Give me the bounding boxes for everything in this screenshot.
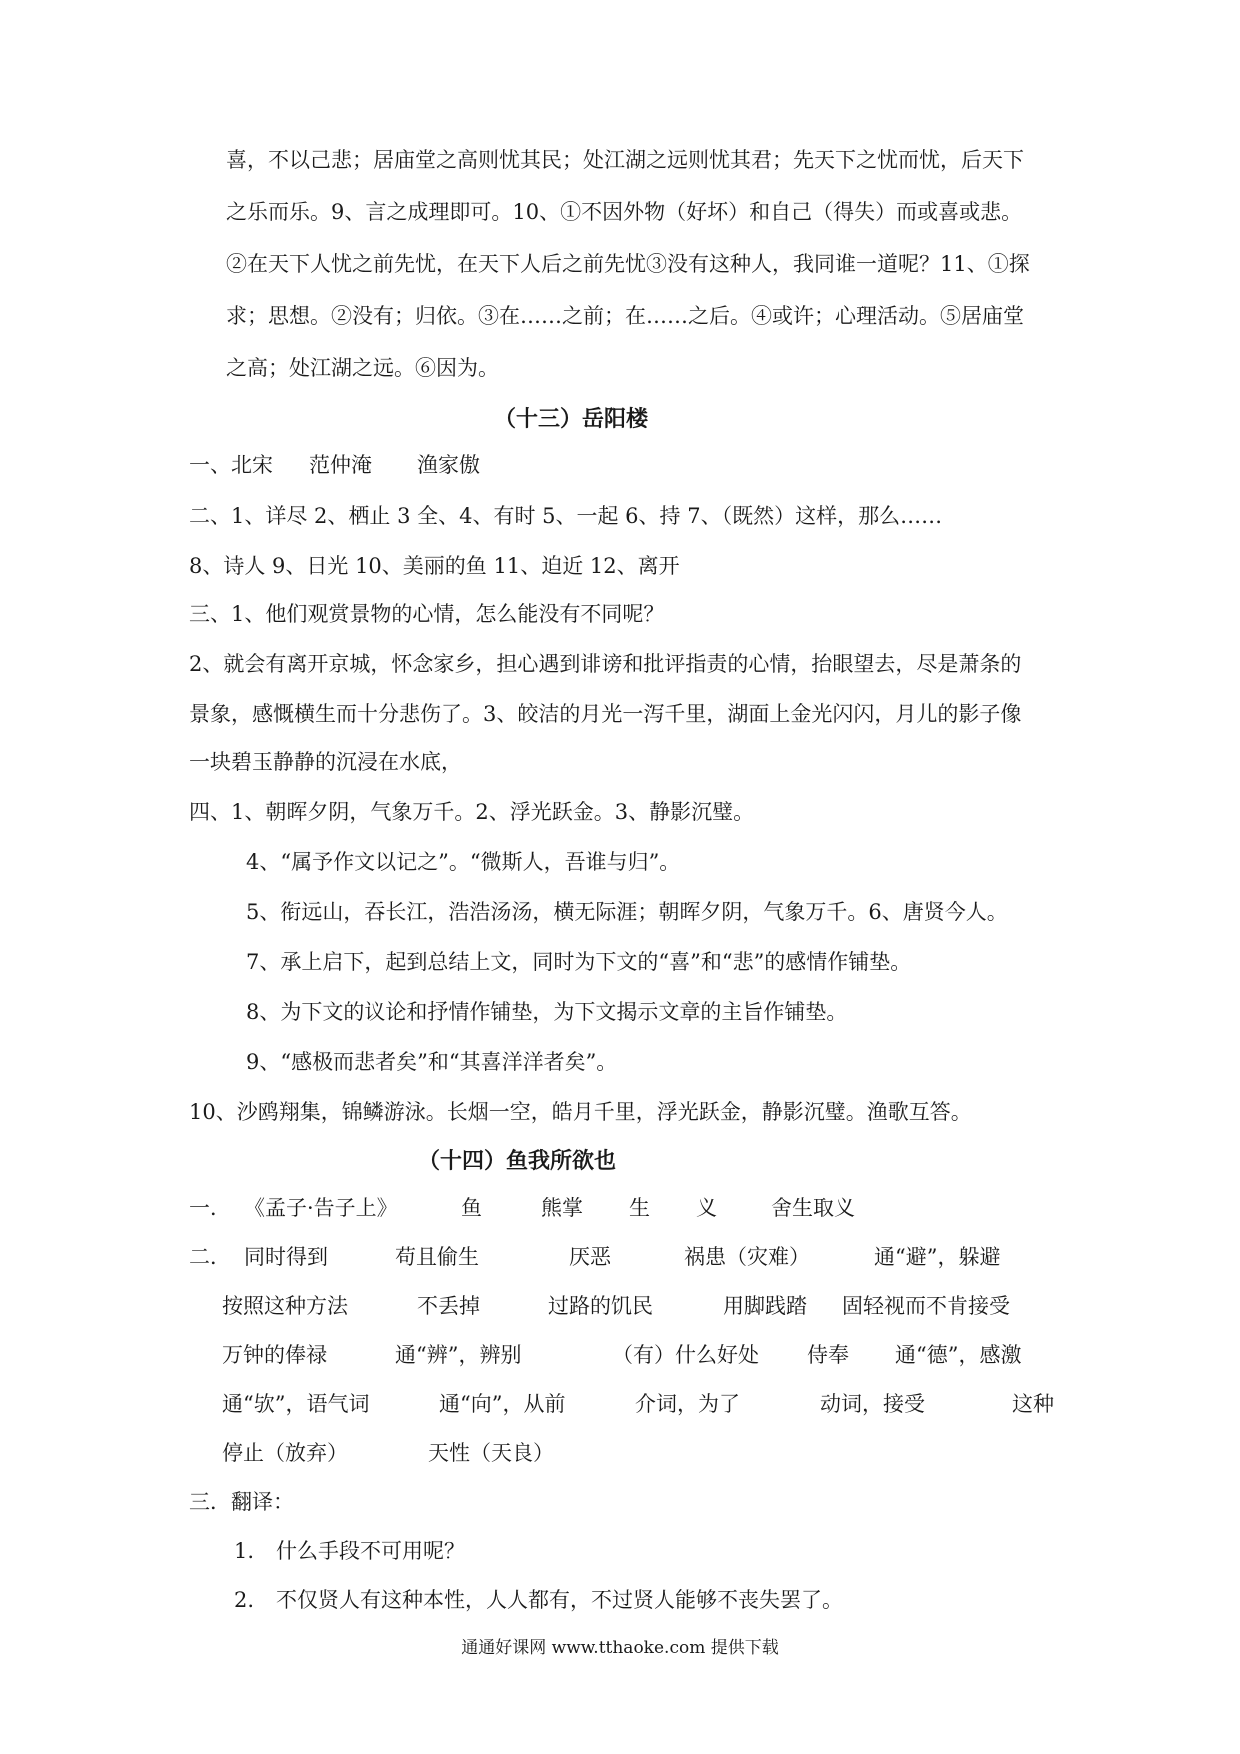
answer-cell: 苟且偷生	[395, 1245, 479, 1269]
text-line: 景象，感慨横生而十分悲伤了。3、皎洁的月光一泻千里，湖面上金光闪闪，月儿的影子像	[189, 702, 1022, 726]
answer-cell: 范仲淹	[309, 453, 372, 477]
answer-row	[222, 1394, 1062, 1418]
answer-cell: 通“欤”，语气词	[222, 1392, 370, 1416]
answer-cell: 《孟子·告子上》	[244, 1196, 398, 1220]
list-number: 1.	[234, 1539, 255, 1563]
answer-cell: 用脚践踏	[723, 1294, 807, 1318]
answer-cell: 舍生取义	[771, 1196, 855, 1220]
list-item	[234, 1541, 994, 1565]
answer-cell: 祸患（灾难）	[684, 1245, 810, 1269]
answer-cell: 通“避”，躲避	[874, 1245, 1001, 1269]
answer-cell: 按照这种方法	[222, 1294, 348, 1318]
answer-cell: （有）什么好处	[612, 1343, 759, 1367]
answer-cell: 一、北宋	[189, 453, 273, 477]
answer-cell: 熊掌	[541, 1196, 583, 1220]
answer-cell: 介词，为了	[635, 1392, 740, 1416]
section-title: （十三）岳阳楼	[494, 406, 649, 432]
answer-cell: 一．	[189, 1196, 231, 1220]
text-line: 喜，不以己悲；居庙堂之高则忧其民；处江湖之远则忧其君；先天下之忧而忧，后天下	[226, 148, 1024, 172]
page-footer: 通通好课网 www.tthaoke.com 提供下载	[461, 1638, 779, 1658]
text-line: 2、就会有离开京城，怀念家乡，担心遇到诽谤和批评指责的心情，抬眼望去，尽是萧条的	[189, 652, 1022, 676]
question-label: 三．翻译：	[189, 1490, 294, 1514]
answer-cell: 同时得到	[244, 1245, 328, 1269]
answer-cell: 固轻视而不肯接受	[842, 1294, 1010, 1318]
text-line: 二、1、详尽 2、栖止 3 全、4、有时 5、一起 6、持 7、（既然）这样，那么……	[189, 504, 943, 528]
text-line: 之乐而乐。9、言之成理即可。10、①不因外物（好坏）和自己（得失）而或喜或悲。	[226, 200, 1023, 224]
text-line: 三、1、他们观赏景物的心情，怎么能没有不同呢？	[189, 602, 665, 626]
answer-cell: 通“向”，从前	[439, 1392, 566, 1416]
answer-cell: 侍奉	[807, 1343, 849, 1367]
text-line: 之高；处江湖之远。⑥因为。	[226, 356, 499, 380]
text-line: 一块碧玉静静的沉浸在水底，	[189, 750, 462, 774]
answer-cell: 动词，接受	[820, 1392, 925, 1416]
answer-row	[244, 1247, 1064, 1271]
answer-cell: 义	[696, 1196, 717, 1220]
text-line: ②在天下人忧之前先忧，在天下人后之前先忧③没有这种人，我同谁一道呢？11、①探	[226, 252, 1030, 276]
text-line: 求；思想。②没有；归依。③在……之前；在……之后。④或许；心理活动。⑤居庙堂	[226, 304, 1024, 328]
answer-row	[222, 1345, 1062, 1369]
text-line: 8、诗人 9、日光 10、美丽的鱼 11、迫近 12、离开	[189, 554, 680, 578]
answer-cell: 这种	[1012, 1392, 1054, 1416]
answer-row	[222, 1296, 1062, 1320]
list-text: 不仅贤人有这种本性，人人都有，不过贤人能够不丧失罢了。	[276, 1588, 843, 1612]
answer-cell: 停止（放弃）	[222, 1441, 348, 1465]
answer-cell: 鱼	[461, 1196, 482, 1220]
list-item: 5、衔远山，吞长江，浩浩汤汤，横无际涯；朝晖夕阴，气象万千。6、唐贤今人。	[246, 900, 1008, 924]
answer-cell: 过路的饥民	[548, 1294, 653, 1318]
text-line: 四、1、朝晖夕阴，气象万千。2、浮光跃金。3、静影沉璧。	[189, 800, 755, 824]
question-label: 二．	[189, 1245, 231, 1269]
list-item	[234, 1590, 994, 1614]
list-item: 7、承上启下，起到总结上文，同时为下文的“喜”和“悲”的感情作铺垫。	[246, 950, 912, 974]
answer-cell: 天性（天良）	[428, 1441, 554, 1465]
list-text: 什么手段不可用呢？	[276, 1539, 465, 1563]
answer-cell: 万钟的俸禄	[222, 1343, 327, 1367]
answer-cell: 不丢掉	[417, 1294, 480, 1318]
list-item: 4、“属予作文以记之”。“微斯人，吾谁与归”。	[246, 850, 681, 874]
section-title: （十四）鱼我所欲也	[418, 1148, 617, 1174]
answer-cell: 通“辨”，辨别	[395, 1343, 522, 1367]
answer-cell: 生	[629, 1196, 650, 1220]
answer-row	[222, 1443, 822, 1467]
answer-cell: 厌恶	[569, 1245, 611, 1269]
list-item: 9、“感极而悲者矣”和“其喜洋洋者矣”。	[246, 1050, 618, 1074]
list-item: 8、为下文的议论和抒情作铺垫，为下文揭示文章的主旨作铺垫。	[246, 1000, 848, 1024]
list-number: 2.	[234, 1588, 255, 1612]
answer-row	[189, 455, 789, 479]
answer-cell: 渔家傲	[417, 453, 480, 477]
text-line: 10、沙鸥翔集，锦鳞游泳。长烟一空，皓月千里，浮光跃金，静影沉璧。渔歌互答。	[189, 1100, 972, 1124]
answer-cell: 通“德”，感激	[895, 1343, 1022, 1367]
answer-row	[189, 1198, 1089, 1222]
